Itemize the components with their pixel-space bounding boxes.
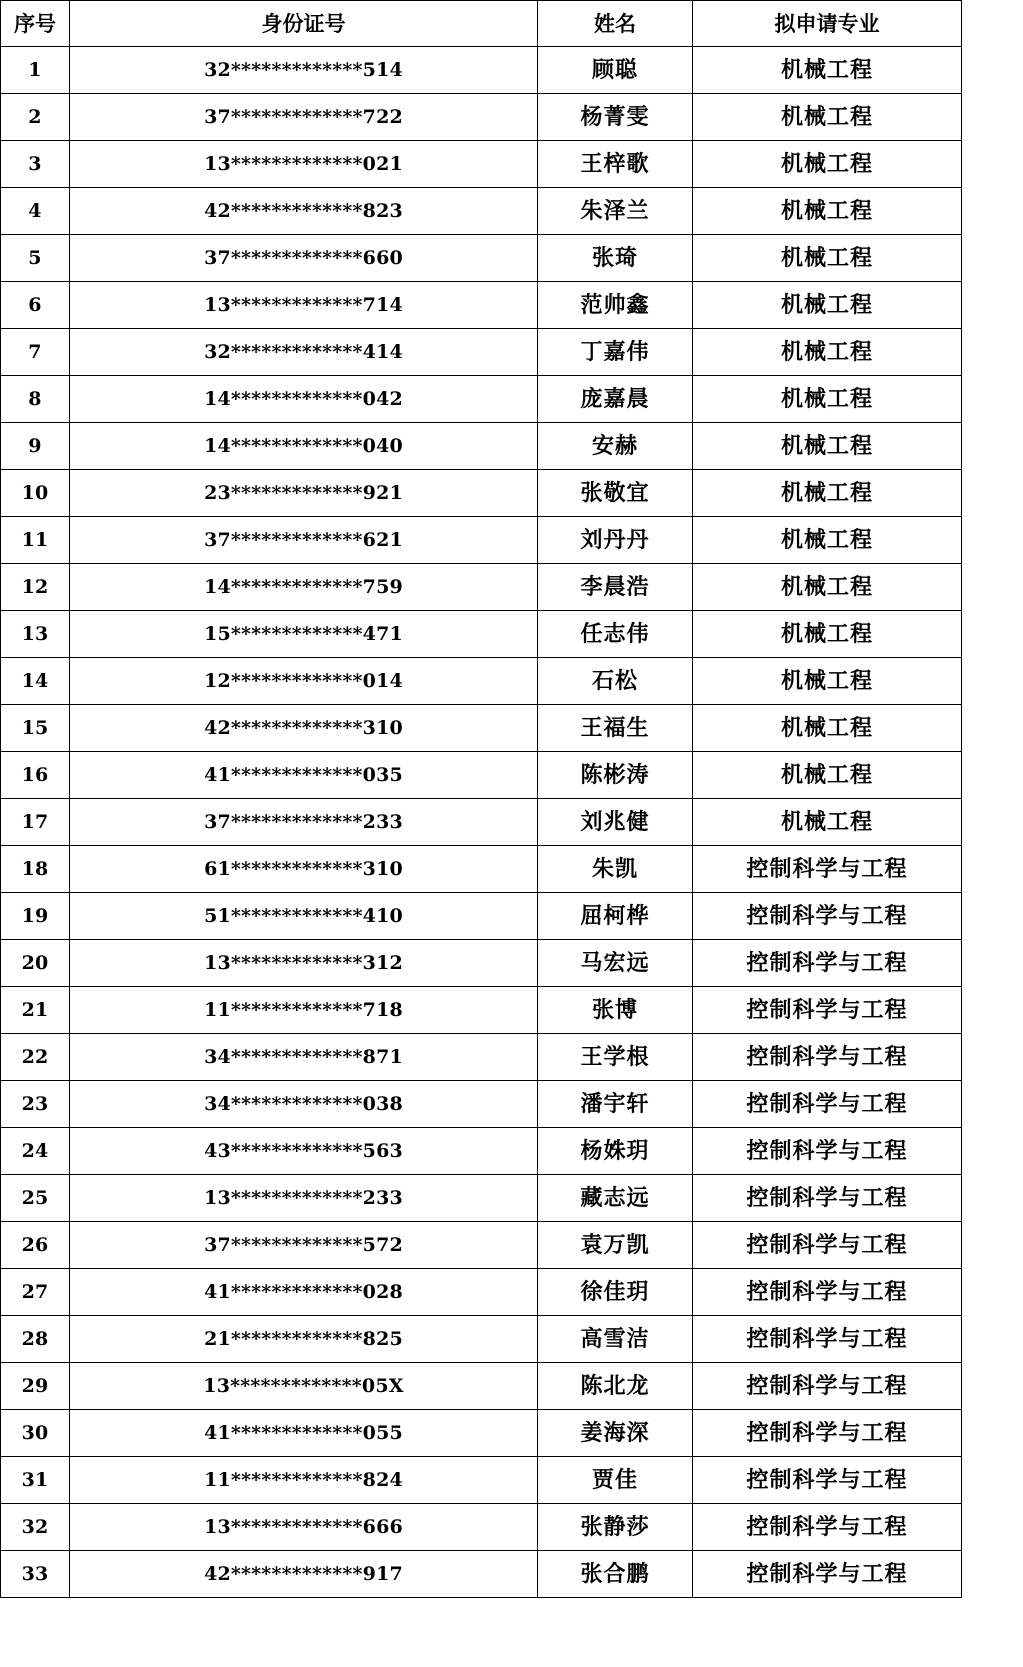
row-index-cell: 18 <box>1 846 70 893</box>
name-cell: 姜海深 <box>538 1410 693 1457</box>
row-index-cell: 28 <box>1 1316 70 1363</box>
name-cell: 马宏远 <box>538 940 693 987</box>
major-cell: 控制科学与工程 <box>693 1504 962 1551</box>
table-row <box>1 846 962 893</box>
row-index-cell: 4 <box>1 188 70 235</box>
id-number-cell: 37*************722 <box>70 94 538 141</box>
name-cell: 潘宇轩 <box>538 1081 693 1128</box>
table-row <box>1 1222 962 1269</box>
table-row <box>1 517 962 564</box>
row-index-cell: 16 <box>1 752 70 799</box>
name-cell: 徐佳玥 <box>538 1269 693 1316</box>
table-row <box>1 141 962 188</box>
major-cell: 控制科学与工程 <box>693 893 962 940</box>
major-cell: 控制科学与工程 <box>693 1081 962 1128</box>
id-number-cell: 42*************823 <box>70 188 538 235</box>
row-index-cell: 25 <box>1 1175 70 1222</box>
id-number-cell: 34*************871 <box>70 1034 538 1081</box>
row-index-cell: 26 <box>1 1222 70 1269</box>
row-index-cell: 23 <box>1 1081 70 1128</box>
id-number-cell: 32*************414 <box>70 329 538 376</box>
major-cell: 机械工程 <box>693 376 962 423</box>
id-number-cell: 41*************035 <box>70 752 538 799</box>
major-cell: 控制科学与工程 <box>693 940 962 987</box>
id-number-cell: 51*************410 <box>70 893 538 940</box>
name-cell: 张琦 <box>538 235 693 282</box>
table-row <box>1 1034 962 1081</box>
id-number-cell: 42*************917 <box>70 1551 538 1598</box>
id-number-cell: 37*************621 <box>70 517 538 564</box>
id-number-cell: 37*************233 <box>70 799 538 846</box>
id-number-cell: 11*************718 <box>70 987 538 1034</box>
name-cell: 顾聪 <box>538 47 693 94</box>
name-cell: 李晨浩 <box>538 564 693 611</box>
id-number-cell: 11*************824 <box>70 1457 538 1504</box>
row-index-cell: 13 <box>1 611 70 658</box>
id-number-cell: 12*************014 <box>70 658 538 705</box>
row-index-cell: 32 <box>1 1504 70 1551</box>
table-row <box>1 1551 962 1598</box>
table-row <box>1 799 962 846</box>
name-cell: 陈彬涛 <box>538 752 693 799</box>
id-number-cell: 13*************666 <box>70 1504 538 1551</box>
name-cell: 王梓歌 <box>538 141 693 188</box>
row-index-cell: 22 <box>1 1034 70 1081</box>
major-cell: 控制科学与工程 <box>693 1551 962 1598</box>
table-header <box>1 1 962 47</box>
row-index-cell: 31 <box>1 1457 70 1504</box>
table-row <box>1 987 962 1034</box>
table-row <box>1 1081 962 1128</box>
header-row <box>1 1 962 47</box>
table-row <box>1 1128 962 1175</box>
major-cell: 机械工程 <box>693 235 962 282</box>
id-number-cell: 14*************042 <box>70 376 538 423</box>
table-row <box>1 376 962 423</box>
major-cell: 控制科学与工程 <box>693 1034 962 1081</box>
major-cell: 控制科学与工程 <box>693 1128 962 1175</box>
header-major: 拟申请专业 <box>693 1 962 47</box>
major-cell: 机械工程 <box>693 329 962 376</box>
row-index-cell: 10 <box>1 470 70 517</box>
table-body <box>1 47 962 1598</box>
id-number-cell: 13*************233 <box>70 1175 538 1222</box>
id-number-cell: 13*************714 <box>70 282 538 329</box>
name-cell: 张博 <box>538 987 693 1034</box>
name-cell: 张合鹏 <box>538 1551 693 1598</box>
id-number-cell: 42*************310 <box>70 705 538 752</box>
name-cell: 杨姝玥 <box>538 1128 693 1175</box>
major-cell: 机械工程 <box>693 799 962 846</box>
table-row <box>1 940 962 987</box>
row-index-cell: 24 <box>1 1128 70 1175</box>
name-cell: 庞嘉晨 <box>538 376 693 423</box>
major-cell: 控制科学与工程 <box>693 1222 962 1269</box>
major-cell: 机械工程 <box>693 705 962 752</box>
major-cell: 机械工程 <box>693 423 962 470</box>
id-number-cell: 61*************310 <box>70 846 538 893</box>
name-cell: 陈北龙 <box>538 1363 693 1410</box>
table-row <box>1 1316 962 1363</box>
table-row <box>1 1457 962 1504</box>
row-index-cell: 17 <box>1 799 70 846</box>
name-cell: 王学根 <box>538 1034 693 1081</box>
table-row <box>1 658 962 705</box>
table-row <box>1 1504 962 1551</box>
name-cell: 袁万凯 <box>538 1222 693 1269</box>
table-row <box>1 752 962 799</box>
name-cell: 朱泽兰 <box>538 188 693 235</box>
id-number-cell: 37*************572 <box>70 1222 538 1269</box>
id-number-cell: 21*************825 <box>70 1316 538 1363</box>
table-row <box>1 188 962 235</box>
major-cell: 控制科学与工程 <box>693 846 962 893</box>
table-row <box>1 705 962 752</box>
table-row <box>1 1410 962 1457</box>
name-cell: 屈柯桦 <box>538 893 693 940</box>
row-index-cell: 1 <box>1 47 70 94</box>
id-number-cell: 41*************028 <box>70 1269 538 1316</box>
table-row <box>1 235 962 282</box>
name-cell: 刘兆健 <box>538 799 693 846</box>
row-index-cell: 6 <box>1 282 70 329</box>
row-index-cell: 11 <box>1 517 70 564</box>
name-cell: 刘丹丹 <box>538 517 693 564</box>
table-row <box>1 611 962 658</box>
id-number-cell: 13*************05X <box>70 1363 538 1410</box>
table-row <box>1 329 962 376</box>
major-cell: 机械工程 <box>693 517 962 564</box>
major-cell: 机械工程 <box>693 752 962 799</box>
id-number-cell: 14*************040 <box>70 423 538 470</box>
major-cell: 机械工程 <box>693 282 962 329</box>
header-name: 姓名 <box>538 1 693 47</box>
major-cell: 控制科学与工程 <box>693 1457 962 1504</box>
major-cell: 机械工程 <box>693 94 962 141</box>
row-index-cell: 20 <box>1 940 70 987</box>
row-index-cell: 8 <box>1 376 70 423</box>
name-cell: 安赫 <box>538 423 693 470</box>
row-index-cell: 27 <box>1 1269 70 1316</box>
name-cell: 范帅鑫 <box>538 282 693 329</box>
major-cell: 机械工程 <box>693 47 962 94</box>
major-cell: 控制科学与工程 <box>693 1316 962 1363</box>
major-cell: 机械工程 <box>693 658 962 705</box>
table-row <box>1 1363 962 1410</box>
name-cell: 杨菁雯 <box>538 94 693 141</box>
major-cell: 机械工程 <box>693 611 962 658</box>
table-row <box>1 1175 962 1222</box>
id-number-cell: 13*************021 <box>70 141 538 188</box>
table-row <box>1 470 962 517</box>
table-row <box>1 47 962 94</box>
row-index-cell: 21 <box>1 987 70 1034</box>
name-cell: 王福生 <box>538 705 693 752</box>
id-number-cell: 41*************055 <box>70 1410 538 1457</box>
id-number-cell: 15*************471 <box>70 611 538 658</box>
table-row <box>1 1269 962 1316</box>
name-cell: 张敬宜 <box>538 470 693 517</box>
row-index-cell: 33 <box>1 1551 70 1598</box>
header-id-number: 身份证号 <box>70 1 538 47</box>
row-index-cell: 7 <box>1 329 70 376</box>
major-cell: 控制科学与工程 <box>693 1410 962 1457</box>
table-row <box>1 423 962 470</box>
major-cell: 控制科学与工程 <box>693 987 962 1034</box>
major-cell: 机械工程 <box>693 141 962 188</box>
major-cell: 控制科学与工程 <box>693 1175 962 1222</box>
major-cell: 控制科学与工程 <box>693 1363 962 1410</box>
name-cell: 张静莎 <box>538 1504 693 1551</box>
id-number-cell: 14*************759 <box>70 564 538 611</box>
row-index-cell: 12 <box>1 564 70 611</box>
row-index-cell: 9 <box>1 423 70 470</box>
major-cell: 机械工程 <box>693 470 962 517</box>
table-row <box>1 564 962 611</box>
row-index-cell: 15 <box>1 705 70 752</box>
id-number-cell: 37*************660 <box>70 235 538 282</box>
header-index: 序号 <box>1 1 70 47</box>
id-number-cell: 13*************312 <box>70 940 538 987</box>
id-number-cell: 23*************921 <box>70 470 538 517</box>
name-cell: 贾佳 <box>538 1457 693 1504</box>
row-index-cell: 30 <box>1 1410 70 1457</box>
row-index-cell: 3 <box>1 141 70 188</box>
major-cell: 机械工程 <box>693 564 962 611</box>
row-index-cell: 14 <box>1 658 70 705</box>
name-cell: 任志伟 <box>538 611 693 658</box>
name-cell: 丁嘉伟 <box>538 329 693 376</box>
name-cell: 石松 <box>538 658 693 705</box>
name-cell: 藏志远 <box>538 1175 693 1222</box>
table-row <box>1 94 962 141</box>
name-cell: 朱凯 <box>538 846 693 893</box>
major-cell: 控制科学与工程 <box>693 1269 962 1316</box>
id-number-cell: 32*************514 <box>70 47 538 94</box>
major-cell: 机械工程 <box>693 188 962 235</box>
name-cell: 高雪洁 <box>538 1316 693 1363</box>
row-index-cell: 5 <box>1 235 70 282</box>
row-index-cell: 2 <box>1 94 70 141</box>
id-number-cell: 34*************038 <box>70 1081 538 1128</box>
table-row <box>1 893 962 940</box>
id-number-cell: 43*************563 <box>70 1128 538 1175</box>
row-index-cell: 19 <box>1 893 70 940</box>
table-row <box>1 282 962 329</box>
row-index-cell: 29 <box>1 1363 70 1410</box>
